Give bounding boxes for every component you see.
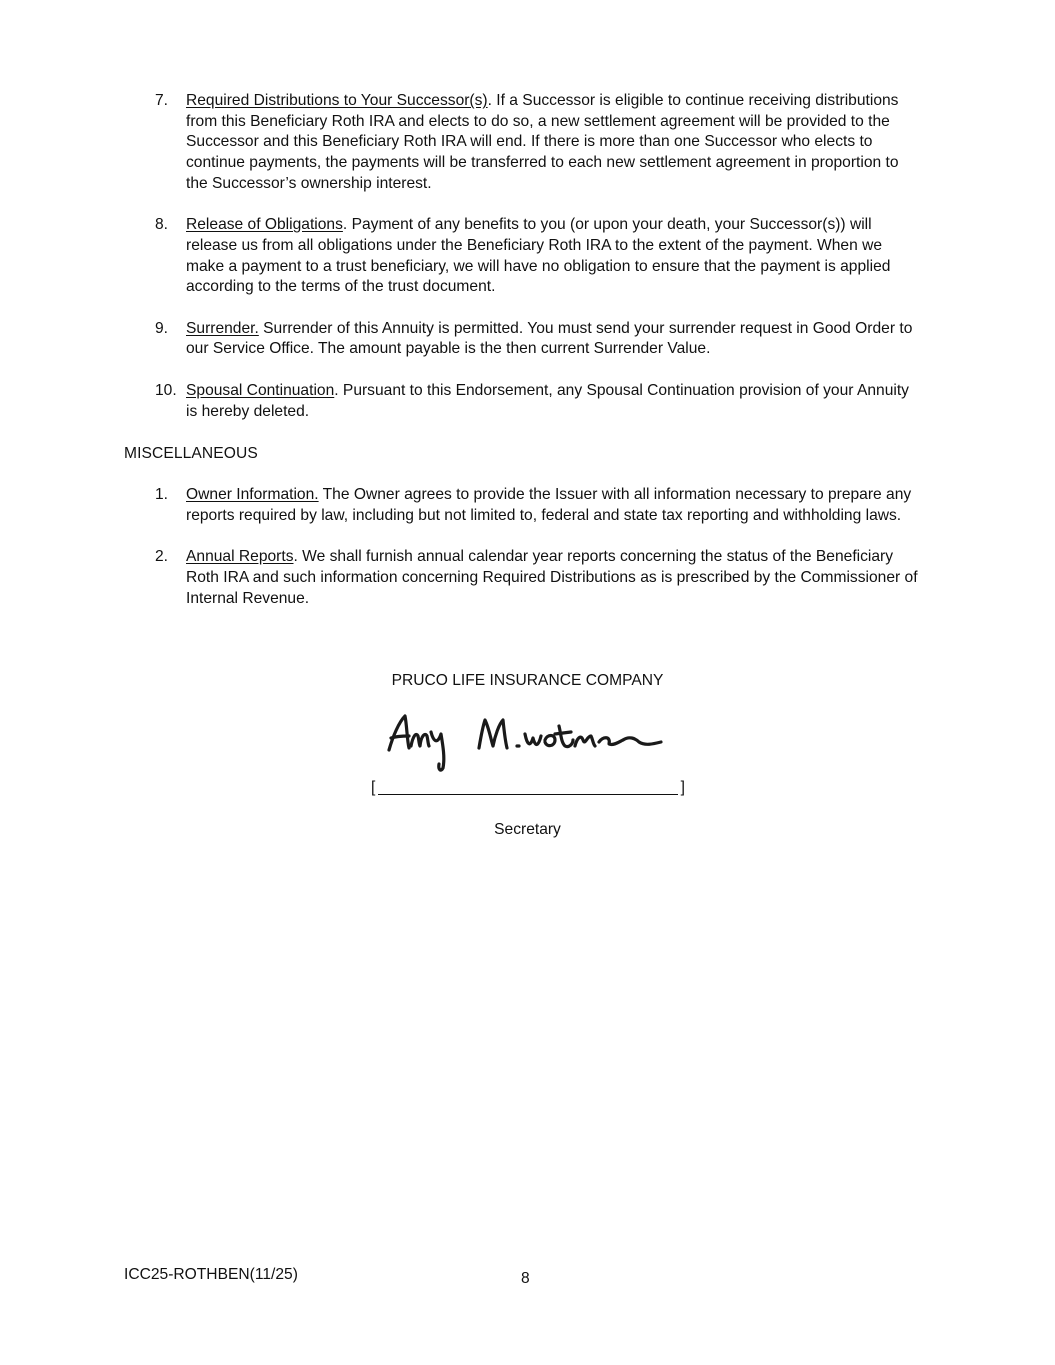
miscellaneous-list — [124, 485, 924, 609]
provision-title: Required Distributions to Your Successor(s) — [186, 92, 488, 109]
provision-body: . Pursuant to this Endorsement, any Spousal Continuation provision of your Annuity is hereby deleted. — [186, 381, 909, 420]
page-number: 8 — [521, 1270, 530, 1287]
misc-item-title: Annual Reports — [186, 548, 294, 566]
company-name: PRUCO LIFE INSURANCE COMPANY — [391, 672, 664, 689]
provision-text — [186, 215, 924, 298]
handwritten-signature — [383, 706, 668, 776]
misc-item-number: 2. — [155, 548, 169, 566]
signature-rule — [378, 794, 678, 795]
provision-text — [186, 91, 924, 195]
provision-text — [186, 381, 924, 422]
form-code: ICC25-ROTHBEN(11/25) — [124, 1266, 298, 1283]
misc-item-text — [186, 485, 924, 526]
provisions-list — [124, 91, 924, 422]
provision-7 — [124, 91, 924, 195]
miscellaneous-heading: MISCELLANEOUS — [124, 445, 258, 462]
misc-item-body: The Owner agrees to provide the Issuer with all information necessary to prepare any reports required by law, including but not limited to, federal and state tax reporting and withholding laws. — [186, 486, 912, 524]
provision-text — [186, 319, 924, 360]
signature-bracket-close: ] — [680, 779, 685, 796]
provision-number: 7. — [155, 92, 169, 109]
miscellaneous-section — [124, 485, 924, 609]
provision-9 — [124, 319, 924, 360]
provision-title: Surrender. — [186, 319, 259, 337]
provision-body: Surrender of this Annuity is permitted. You must send your surrender request in Good Order to our Service Office. The amount payable is the then current Surrender Value. — [186, 319, 913, 358]
misc-item-1 — [124, 485, 924, 526]
signature-line — [371, 778, 685, 798]
misc-item-text — [186, 547, 924, 609]
provision-title: Release of Obligations — [186, 216, 343, 234]
provision-8 — [124, 215, 924, 298]
provisions-section — [124, 91, 924, 422]
provision-title: Spousal Continuation — [186, 381, 335, 399]
provision-number: 10. — [155, 381, 177, 399]
misc-item-2 — [124, 547, 924, 609]
signature-bracket-open: [ — [371, 779, 376, 796]
signatory-title: Secretary — [494, 821, 561, 838]
provision-number: 9. — [155, 319, 169, 337]
misc-item-title: Owner Information. — [186, 486, 319, 503]
misc-item-number: 1. — [155, 486, 169, 503]
provision-number: 8. — [155, 216, 169, 234]
provision-body: . Payment of any benefits to you (or upon your death, your Successor(s)) will release us from all obligations under the Beneficiary Roth IRA to the extent of the payment. When we make a payment to a trust beneficiary, we will have no obligation to ensure that the payment is applied according to the terms of the trust document. — [186, 216, 891, 296]
misc-item-body: . We shall furnish annual calendar year reports concerning the status of the Beneficiary Roth IRA and such information concerning Required Distributions as is prescribed by the Commissioner of Internal Revenue. — [186, 548, 918, 607]
provision-10 — [124, 381, 924, 422]
provision-body: . If a Successor is eligible to continue receiving distributions from this Beneficiary Roth IRA and elects to do so, a new settlement agreement will be provided to the Successor and this Beneficiary Roth IRA will end. If there is more than one Successor who elects to continue payments, the payments will be transferred to each new settlement agreement in proportion to the Successor’s ownership interest. — [186, 92, 899, 192]
